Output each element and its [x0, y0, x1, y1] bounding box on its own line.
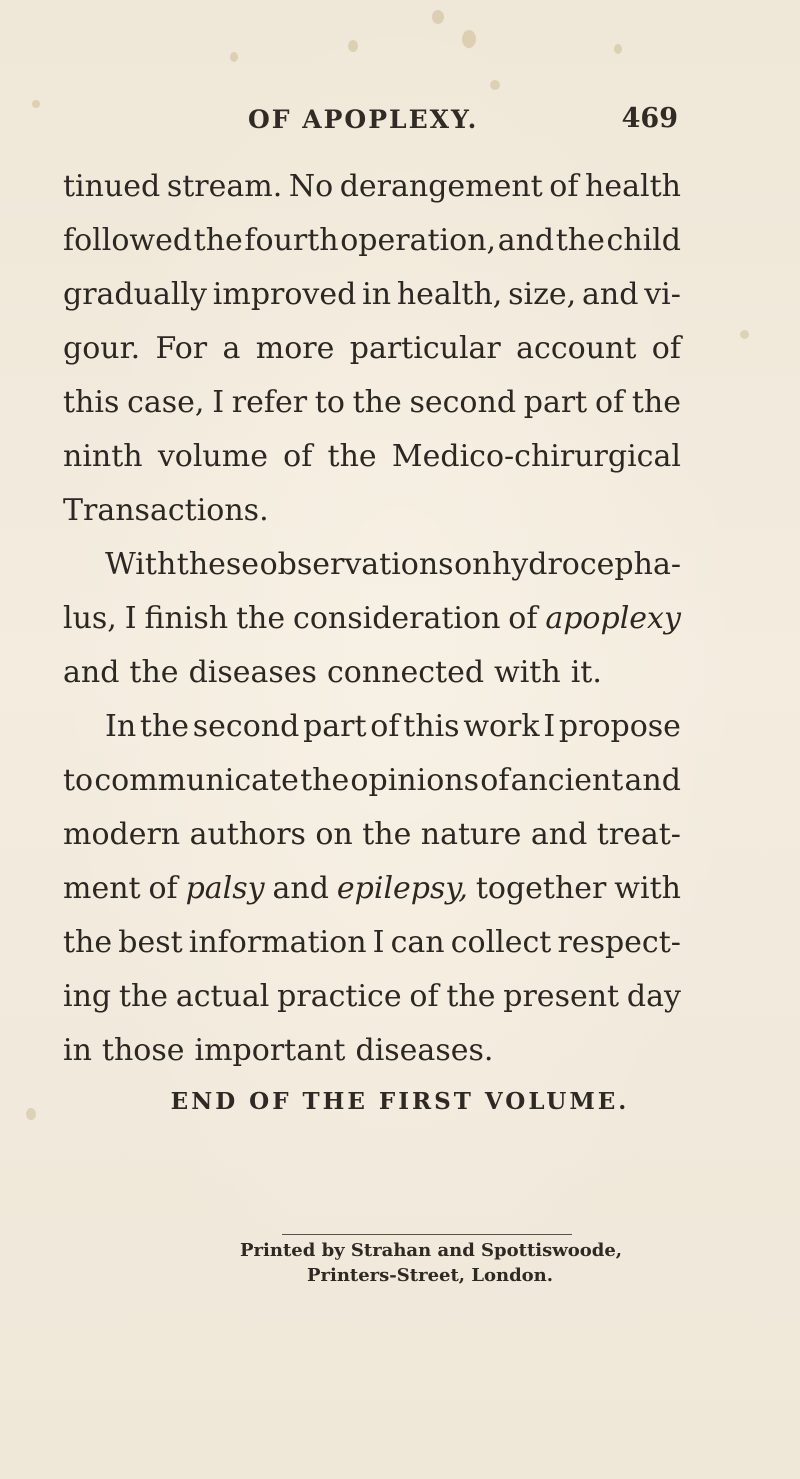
foxing-spot [26, 1108, 36, 1120]
foxing-spot [614, 44, 622, 54]
word: and [624, 763, 681, 798]
word: in [362, 277, 392, 312]
word: collect [450, 925, 552, 960]
word: gradually [63, 277, 207, 312]
word: the [300, 763, 350, 798]
printer-imprint-line-2: Printers-Street, London. [306, 1265, 554, 1286]
word: tinued [63, 169, 161, 204]
word: finish [144, 601, 229, 636]
text-line [63, 214, 681, 268]
word: of [283, 439, 313, 474]
word: together [475, 871, 607, 906]
word: modern [63, 817, 181, 852]
text-line [63, 916, 681, 970]
word: of [370, 709, 400, 744]
word: of [480, 763, 510, 798]
text-line [63, 700, 681, 754]
word: refer [231, 385, 308, 420]
word: improved [212, 277, 357, 312]
word: communicate [94, 763, 299, 798]
word: treat- [596, 817, 681, 852]
text-line [63, 646, 681, 700]
word: and [63, 655, 120, 690]
word: this [63, 385, 120, 420]
word: Medico-chirurgical [391, 439, 681, 474]
word: account [516, 331, 637, 366]
word: of [549, 169, 579, 204]
word-italic: epilepsy, [336, 871, 468, 906]
text-line [63, 268, 681, 322]
text-line [63, 322, 681, 376]
body-text [63, 160, 681, 1078]
running-title: OF APOPLEXY. [248, 105, 479, 134]
end-of-volume-note: END OF THE FIRST VOLUME. [170, 1088, 630, 1115]
word: the [118, 979, 169, 1014]
word: practice [277, 979, 402, 1014]
word: it. [570, 655, 602, 690]
word: the [236, 601, 286, 636]
word: those [101, 1033, 185, 1068]
text-line [63, 808, 681, 862]
word: followed [63, 223, 193, 258]
word: actual [175, 979, 270, 1014]
word: observations [259, 547, 454, 582]
word-italic: apoplexy [545, 601, 681, 636]
text-line [63, 862, 681, 916]
word: in [63, 1033, 92, 1068]
word: best [118, 925, 183, 960]
word: ing [63, 979, 112, 1014]
foxing-spot [490, 80, 500, 90]
foxing-spot [740, 330, 749, 339]
word: child [606, 223, 681, 258]
text-line [63, 376, 681, 430]
word: lus, [63, 601, 117, 636]
word: and [582, 277, 639, 312]
word: I [212, 385, 225, 420]
word: of [148, 871, 178, 906]
word: to [314, 385, 345, 420]
word: the [193, 223, 243, 258]
word: With [105, 547, 177, 582]
word: ninth [63, 439, 143, 474]
text-line [63, 592, 681, 646]
word: gour. [63, 331, 141, 366]
word: connected [326, 655, 485, 690]
word: Transactions. [63, 493, 269, 528]
word: on [315, 817, 353, 852]
word: consideration [293, 601, 501, 636]
word: can [390, 925, 445, 960]
word: part [303, 709, 367, 744]
word: this [403, 709, 460, 744]
word: nature [420, 817, 522, 852]
word: the [352, 385, 402, 420]
word: of [508, 601, 538, 636]
word: particular [349, 331, 501, 366]
word-italic: palsy [185, 871, 265, 906]
text-line [63, 160, 681, 214]
word: second [409, 385, 517, 420]
word: case, [127, 385, 205, 420]
word: derangement [339, 169, 543, 204]
foxing-spot [432, 10, 444, 24]
word: information [188, 925, 367, 960]
foxing-spot [230, 52, 238, 62]
word: In [105, 709, 137, 744]
word: on [454, 547, 492, 582]
word: and [272, 871, 329, 906]
text-line [63, 1024, 681, 1078]
text-line [63, 970, 681, 1024]
word: health, [396, 277, 503, 312]
word: size, [508, 277, 577, 312]
word: the [129, 655, 179, 690]
word: and [497, 223, 555, 258]
word: part [523, 385, 588, 420]
foxing-spot [348, 40, 358, 52]
word: fourth [244, 223, 339, 258]
word: the [63, 925, 113, 960]
divider-rule [282, 1234, 572, 1235]
word: health [585, 169, 681, 204]
word: work [463, 709, 540, 744]
text-line [63, 484, 681, 538]
foxing-spot [462, 30, 476, 48]
word: the [327, 439, 377, 474]
word: stream. [166, 169, 283, 204]
word: second [192, 709, 300, 744]
word: For [155, 331, 208, 366]
word: the [139, 709, 190, 744]
word: No [288, 169, 334, 204]
text-line [63, 754, 681, 808]
word: volume [157, 439, 268, 474]
word: propose [558, 709, 681, 744]
word: I [543, 709, 556, 744]
word: ment [63, 871, 141, 906]
page-number: 469 [621, 103, 678, 134]
word: of [594, 385, 625, 420]
word: vi- [644, 277, 681, 312]
word: the [362, 817, 412, 852]
word: I [124, 601, 137, 636]
text-line [63, 538, 681, 592]
word: and [530, 817, 588, 852]
word: authors [189, 817, 306, 852]
word: of [409, 979, 439, 1014]
word: a [222, 331, 241, 366]
word: respect- [557, 925, 681, 960]
word: operation, [340, 223, 497, 258]
word: day [626, 979, 681, 1014]
word: important [194, 1033, 346, 1068]
word: with [494, 655, 561, 690]
foxing-spot [32, 100, 40, 108]
word: of [651, 331, 681, 366]
word: ancient [510, 763, 624, 798]
word: I [372, 925, 385, 960]
printer-imprint-line-1: Printed by Strahan and Spottiswoode, [240, 1240, 623, 1261]
word: the [555, 223, 605, 258]
text-line [63, 430, 681, 484]
word: these [176, 547, 260, 582]
word: with [614, 871, 681, 906]
word: opinions [350, 763, 479, 798]
word: the [446, 979, 496, 1014]
word: diseases. [355, 1033, 494, 1068]
word: hydrocepha- [491, 547, 681, 582]
word: more [255, 331, 335, 366]
word: diseases [188, 655, 317, 690]
word: present [503, 979, 620, 1014]
word: to [63, 763, 94, 798]
running-header [248, 105, 678, 145]
word: the [631, 385, 681, 420]
